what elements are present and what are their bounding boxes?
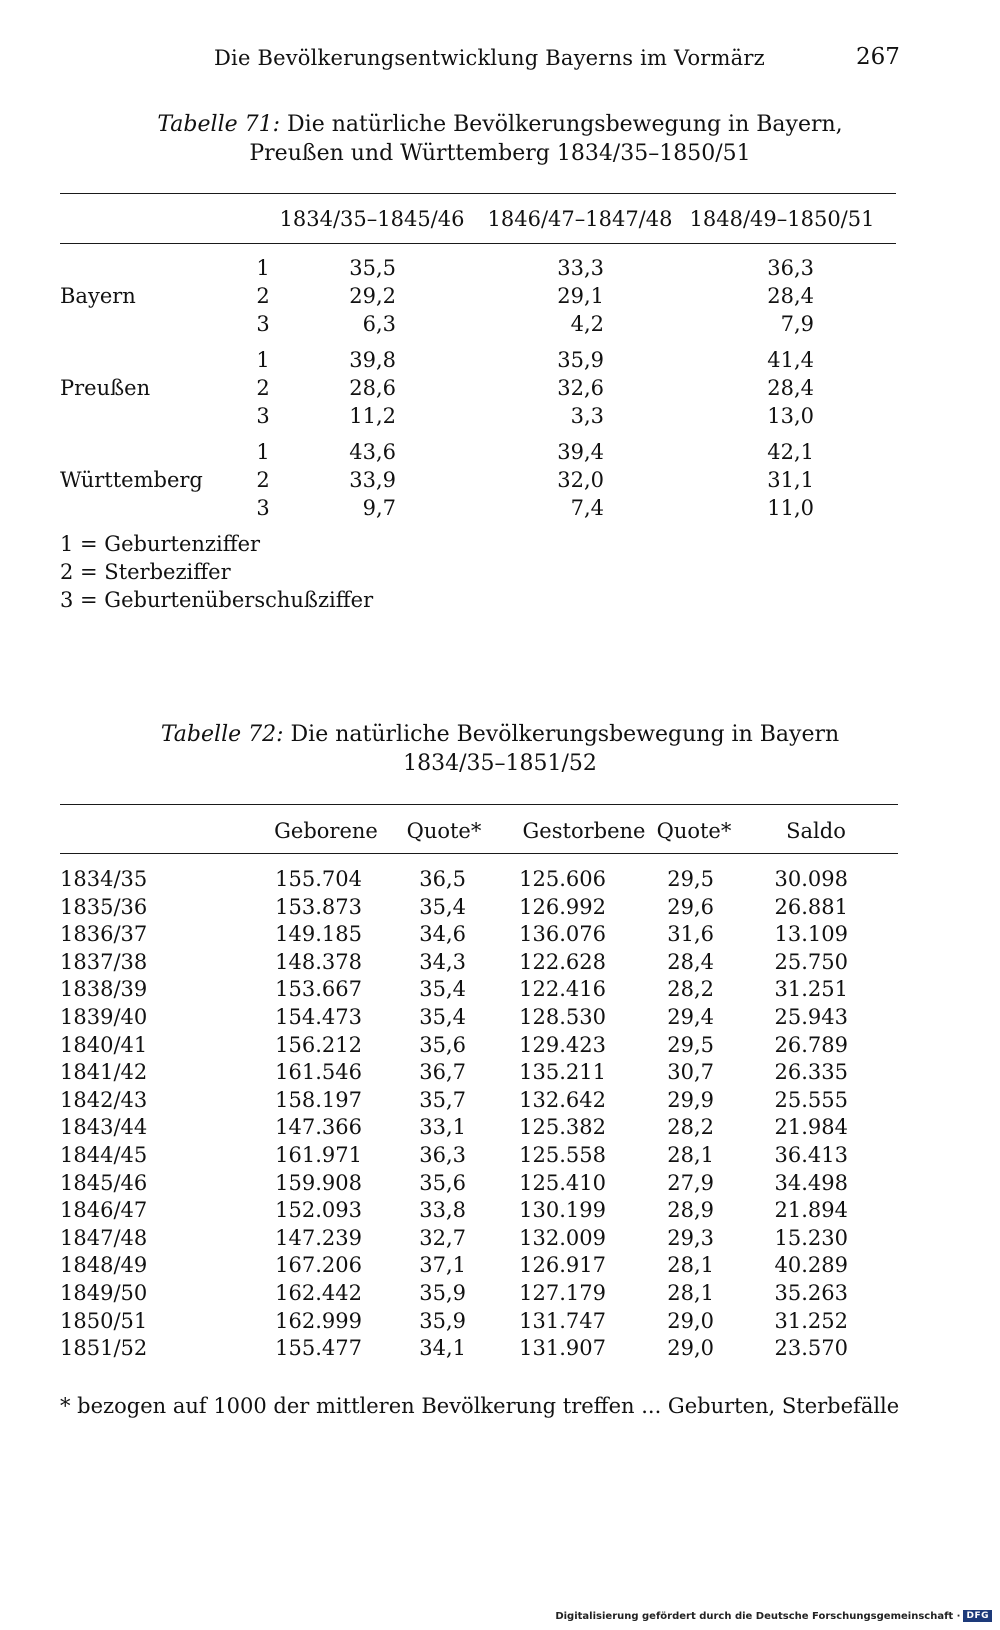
table72-column-header: Quote* (406, 819, 482, 843)
table71-cell: 28,6 (349, 376, 396, 400)
table72-cell: 127.179 (519, 1281, 606, 1305)
table71-top-rule (60, 193, 896, 194)
table72-cell: 159.908 (275, 1170, 362, 1195)
table71-row-code: 3 (256, 312, 270, 336)
table72-column-header: Geborene (274, 819, 378, 843)
table72-cell: 162.442 (275, 1281, 362, 1305)
table72-cell: 32,7 (419, 1225, 466, 1250)
table72-cell: 28,2 (667, 1115, 714, 1140)
table71-cell: 41,4 (767, 348, 814, 372)
table71-region-label: Bayern (60, 284, 136, 308)
table71-row-code: 2 (256, 468, 270, 492)
table72-cell: 35,4 (419, 894, 466, 919)
table71-caption-line2: Preußen und Württemberg 1834/35–1850/51 (249, 141, 751, 166)
table71-row-code: 2 (256, 376, 270, 400)
table72-cell: 35,6 (419, 1170, 466, 1195)
table72-cell: 29,0 (667, 1336, 714, 1361)
table72-cell: 122.416 (519, 977, 606, 1002)
table72-cell: 26.881 (774, 894, 848, 919)
table72-year: 1848/49 (60, 1253, 148, 1278)
table72-cell: 28,1 (667, 1253, 714, 1278)
table72-cell: 33,1 (419, 1115, 466, 1140)
table72-caption-line1: Die natürliche Bevölkerungsbewegung in Bayern (290, 722, 840, 747)
table72-cell: 30,7 (667, 1060, 714, 1085)
table72-caption-lead: Tabelle 72: (160, 722, 284, 747)
table72-year: 1840/41 (60, 1032, 148, 1057)
table72-top-rule (60, 804, 898, 805)
table72-cell: 28,9 (667, 1198, 714, 1223)
table72-cell: 36,3 (419, 1143, 466, 1167)
table72-cell: 25.943 (774, 1005, 848, 1029)
table72-cell: 37,1 (419, 1253, 466, 1278)
table71-cell: 36,3 (767, 256, 814, 280)
table71-cell: 13,0 (767, 404, 814, 428)
digitization-credit (555, 1610, 992, 1622)
table72-cell: 36.413 (774, 1143, 848, 1167)
table72-cell: 26.335 (774, 1060, 848, 1085)
table71-cell: 28,4 (767, 284, 814, 308)
table72-year: 1849/50 (60, 1281, 148, 1305)
table72-cell: 155.477 (275, 1336, 362, 1361)
table72-cell: 126.917 (519, 1253, 606, 1278)
table72-year: 1850/51 (60, 1308, 148, 1333)
table71-cell: 4,2 (570, 312, 604, 336)
table71-cell: 29,2 (349, 284, 396, 308)
table72-cell: 29,5 (667, 1032, 714, 1057)
table71-cell: 11,2 (349, 404, 396, 428)
table71-cell: 3,3 (570, 404, 604, 428)
dfg-logo: DFG (963, 1610, 992, 1622)
table72-cell: 126.992 (519, 894, 606, 919)
table72-year: 1838/39 (60, 977, 148, 1002)
table72-year: 1846/47 (60, 1198, 148, 1223)
table71-cell: 9,7 (362, 496, 396, 520)
table72-cell: 28,4 (667, 949, 714, 974)
table72-cell: 29,5 (667, 867, 714, 891)
table72-cell: 130.199 (519, 1198, 606, 1223)
table72-caption (0, 720, 1000, 778)
table72-header-rule (60, 853, 898, 854)
table72-cell: 13.109 (774, 922, 848, 947)
table72-caption-line2: 1834/35–1851/52 (403, 751, 597, 776)
table71-cell: 32,0 (557, 468, 604, 492)
page-number: 267 (856, 44, 900, 70)
table71-cell: 33,9 (349, 468, 396, 492)
table72-cell: 125.558 (519, 1143, 606, 1167)
table72-cell: 35,9 (419, 1308, 466, 1333)
table72-cell: 131.747 (519, 1308, 606, 1333)
table72-cell: 31,6 (667, 922, 714, 947)
table71-column-header: 1846/47–1847/48 (487, 207, 673, 231)
table72-cell: 34,3 (419, 949, 466, 974)
table72-cell: 34,1 (419, 1336, 466, 1361)
table72-cell: 129.423 (519, 1032, 606, 1057)
table72-cell: 28,1 (667, 1281, 714, 1305)
table72-year: 1842/43 (60, 1087, 148, 1112)
table71-cell: 33,3 (557, 256, 604, 280)
running-title: Die Bevölkerungsentwicklung Bayerns im Vormärz (214, 46, 765, 70)
table72-cell: 31.251 (774, 977, 848, 1002)
table72-cell: 29,0 (667, 1308, 714, 1333)
table72-cell: 35,7 (419, 1087, 466, 1112)
table72-cell: 26.789 (774, 1032, 848, 1057)
table72-cell: 135.211 (519, 1060, 606, 1085)
table72-cell: 36,5 (419, 867, 466, 891)
table72-column-header: Saldo (786, 819, 846, 843)
table71-cell: 29,1 (557, 284, 604, 308)
table71-legend-item: 3 = Geburtenüberschußziffer (60, 588, 374, 612)
table71-legend-item: 2 = Sterbeziffer (60, 560, 231, 584)
table72-cell: 35,6 (419, 1032, 466, 1057)
table71-cell: 42,1 (767, 440, 814, 464)
table72-cell: 153.873 (275, 894, 362, 919)
table72-cell: 125.382 (519, 1115, 606, 1140)
table72-cell: 25.555 (774, 1087, 848, 1112)
table72-year: 1839/40 (60, 1005, 148, 1029)
credit-text: Digitalisierung gefördert durch die Deutsche Forschungsgemeinschaft · (555, 1610, 961, 1622)
table72-cell: 152.093 (275, 1198, 362, 1223)
table72-cell: 21.894 (774, 1198, 848, 1223)
table72-year: 1836/37 (60, 922, 148, 947)
table71-cell: 39,8 (349, 348, 396, 372)
table71-region-label: Preußen (60, 376, 151, 400)
table71-cell: 7,9 (780, 312, 814, 336)
table72-column-header: Quote* (656, 819, 732, 843)
table72-cell: 40.289 (774, 1253, 848, 1278)
table72-cell: 131.907 (519, 1336, 606, 1361)
table72-cell: 29,9 (667, 1087, 714, 1112)
table72-cell: 125.606 (519, 867, 606, 891)
table72-cell: 161.971 (275, 1143, 362, 1167)
table72-cell: 21.984 (774, 1115, 848, 1140)
table72-cell: 153.667 (275, 977, 362, 1002)
table71-cell: 35,9 (557, 348, 604, 372)
table71-cell: 7,4 (570, 496, 604, 520)
table71-column-header: 1834/35–1845/46 (279, 207, 465, 231)
table71-row-code: 1 (256, 440, 270, 464)
table71-header-rule (60, 243, 896, 244)
table72-cell: 29,6 (667, 894, 714, 919)
table71-cell: 32,6 (557, 376, 604, 400)
table72-cell: 35,4 (419, 1005, 466, 1029)
table71-cell: 43,6 (349, 440, 396, 464)
table72-cell: 128.530 (519, 1005, 606, 1029)
table71-cell: 31,1 (767, 468, 814, 492)
table72-cell: 35,4 (419, 977, 466, 1002)
table72-cell: 147.366 (275, 1115, 362, 1140)
table72-cell: 156.212 (275, 1032, 362, 1057)
table72-cell: 154.473 (275, 1005, 362, 1029)
table72-year: 1843/44 (60, 1115, 148, 1140)
table72-cell: 30.098 (774, 867, 848, 891)
table72-cell: 28,2 (667, 977, 714, 1002)
table72-year: 1851/52 (60, 1336, 148, 1361)
table72-year: 1837/38 (60, 949, 148, 974)
table71-cell: 35,5 (349, 256, 396, 280)
table72-cell: 155.704 (275, 867, 362, 891)
table72-cell: 29,3 (667, 1225, 714, 1250)
table72-cell: 23.570 (774, 1336, 848, 1361)
table72-cell: 35,9 (419, 1281, 466, 1305)
table72-cell: 132.642 (519, 1087, 606, 1112)
table72-cell: 136.076 (519, 922, 606, 947)
table72-year: 1845/46 (60, 1170, 148, 1195)
table71-legend-item: 1 = Geburtenziffer (60, 532, 261, 556)
table72-cell: 149.185 (275, 922, 362, 947)
table72-column-header: Gestorbene (522, 819, 646, 843)
table72-cell: 36,7 (419, 1060, 466, 1085)
table72-year: 1835/36 (60, 894, 148, 919)
table72-cell: 122.628 (519, 949, 606, 974)
table72-cell: 15.230 (774, 1225, 848, 1250)
table72-year: 1834/35 (60, 867, 148, 891)
table71-cell: 28,4 (767, 376, 814, 400)
table71-column-header: 1848/49–1850/51 (689, 207, 875, 231)
table72-cell: 34.498 (774, 1170, 848, 1195)
table72-cell: 25.750 (774, 949, 848, 974)
table71-row-code: 3 (256, 496, 270, 520)
table72-footnote: * bezogen auf 1000 der mittleren Bevölkerung treffen ... Geburten, Sterbefälle (60, 1394, 900, 1418)
table71-caption-line1: Die natürliche Bevölkerungsbewegung in Bayern, (287, 112, 843, 137)
table72-cell: 147.239 (275, 1225, 362, 1250)
table72-cell: 158.197 (275, 1087, 362, 1112)
table72-year: 1847/48 (60, 1225, 148, 1250)
table71-cell: 39,4 (557, 440, 604, 464)
table71-region-label: Württemberg (60, 468, 203, 492)
table72-cell: 29,4 (667, 1005, 714, 1029)
table72-cell: 161.546 (275, 1060, 362, 1085)
table72-cell: 31.252 (774, 1308, 848, 1333)
table71-row-code: 1 (256, 348, 270, 372)
table72-year: 1844/45 (60, 1143, 148, 1167)
table72-cell: 125.410 (519, 1170, 606, 1195)
table72-cell: 132.009 (519, 1225, 606, 1250)
table71-cell: 11,0 (767, 496, 814, 520)
table72-cell: 33,8 (419, 1198, 466, 1223)
table72-cell: 148.378 (275, 949, 362, 974)
table71-cell: 6,3 (362, 312, 396, 336)
table72-cell: 167.206 (275, 1253, 362, 1278)
table72-cell: 27,9 (667, 1170, 714, 1195)
table72-cell: 162.999 (275, 1308, 362, 1333)
table72-cell: 28,1 (667, 1143, 714, 1167)
table72-year: 1841/42 (60, 1060, 148, 1085)
table71-row-code: 3 (256, 404, 270, 428)
table71-caption-lead: Tabelle 71: (157, 112, 281, 137)
table71-row-code: 2 (256, 284, 270, 308)
table71-row-code: 1 (256, 256, 270, 280)
table72-cell: 34,6 (419, 922, 466, 947)
table71-caption (0, 110, 1000, 168)
table72-cell: 35.263 (774, 1281, 848, 1305)
